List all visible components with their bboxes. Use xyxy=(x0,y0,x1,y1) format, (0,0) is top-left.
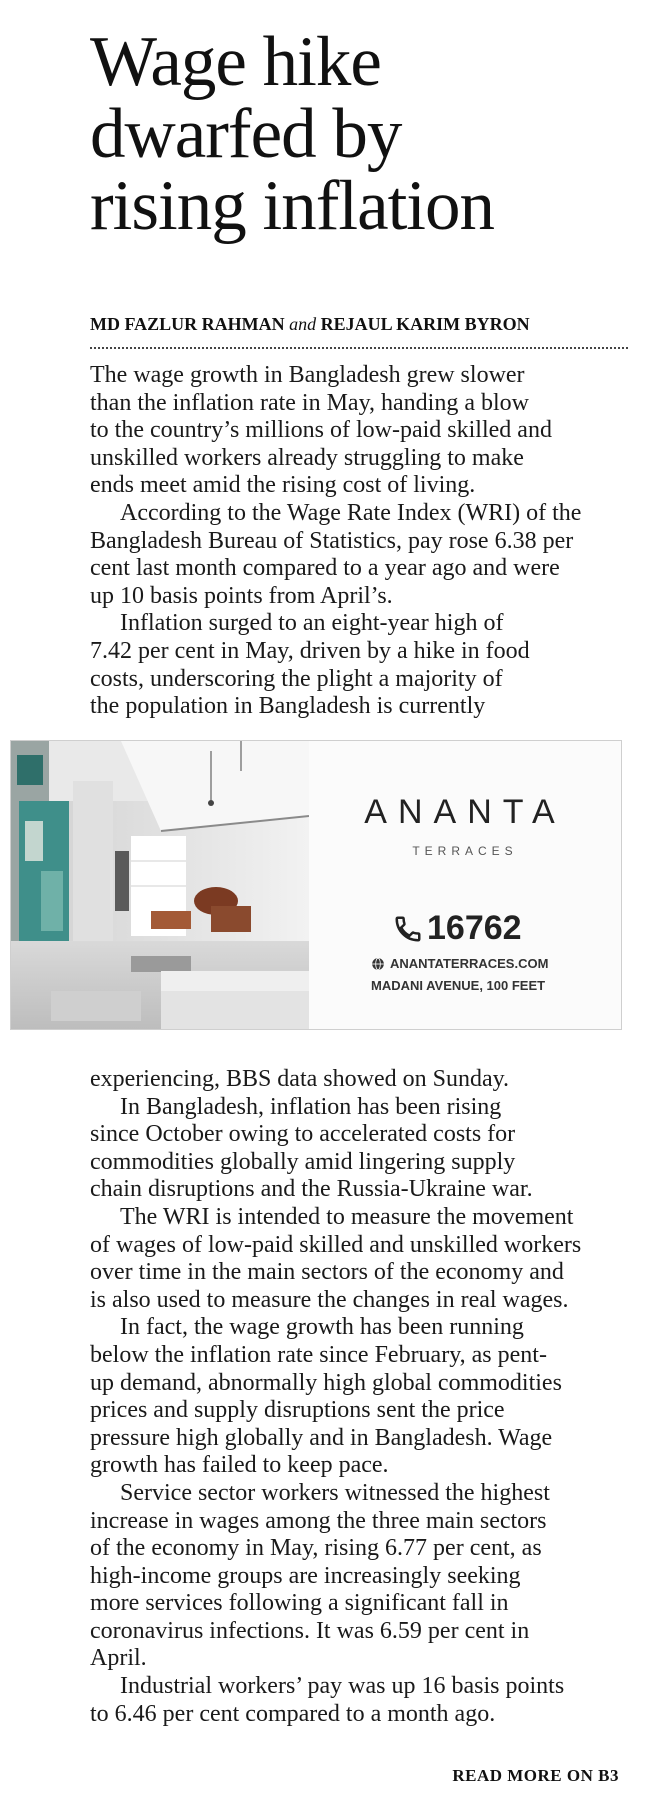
byline-conjunction: and xyxy=(289,314,317,334)
body-line: The wage growth in Bangladesh grew slower xyxy=(90,362,525,388)
body-line: April. xyxy=(90,1645,147,1672)
read-more-link[interactable]: READ MORE ON B3 xyxy=(452,1766,619,1785)
body-line: costs, underscoring the plight a majority of xyxy=(90,665,503,692)
address: MADANI AVENUE, 100 FEET xyxy=(371,978,546,993)
article-body-top xyxy=(90,362,630,721)
body-line: the population in Bangladesh is currently xyxy=(90,693,486,720)
body-line: high-income groups are increasingly seeking xyxy=(90,1562,521,1589)
body-line: In fact, the wage growth has been running xyxy=(120,1314,524,1341)
byline xyxy=(90,314,630,335)
globe-icon xyxy=(371,957,385,971)
body-line: below the inflation rate since February, as pent- xyxy=(90,1341,547,1368)
body-line: increase in wages among the three main sectors xyxy=(90,1507,547,1534)
body-line: ends meet amid the rising cost of living. xyxy=(90,472,476,499)
body-line: than the inflation rate in May, handing a blow xyxy=(90,389,529,416)
phone-icon xyxy=(393,914,423,944)
body-line: According to the Wage Rate Index (WRI) of the xyxy=(120,499,582,526)
website-text: ANANTATERRACES.COM xyxy=(390,956,549,971)
headline-line: dwarfed by xyxy=(90,95,402,173)
author-name: MD FAZLUR RAHMAN xyxy=(90,314,285,334)
ad-info xyxy=(309,741,621,1029)
body-line: Bangladesh Bureau of Statistics, pay rose 6.38 per xyxy=(90,527,574,554)
body-line: commodities globally amid lingering supply xyxy=(90,1148,516,1175)
article-body-bottom xyxy=(90,1066,630,1728)
body-line: since October owing to accelerated costs for xyxy=(90,1121,516,1148)
website[interactable] xyxy=(371,956,548,971)
body-line: more services following a significant fall in xyxy=(90,1590,509,1617)
author-name: REJAUL KARIM BYRON xyxy=(320,314,530,334)
body-line: prices and supply disruptions sent the price xyxy=(90,1397,505,1424)
phone-number[interactable] xyxy=(393,909,522,948)
body-line: to the country’s millions of low-paid skilled and xyxy=(90,417,552,444)
body-line: Inflation surged to an eight-year high of xyxy=(120,610,504,637)
body-line: coronavirus infections. It was 6.59 per cent in xyxy=(90,1617,530,1644)
body-line: Service sector workers witnessed the highest xyxy=(120,1479,550,1506)
body-line: growth has failed to keep pace. xyxy=(90,1452,389,1479)
body-line: of wages of low-paid skilled and unskilled workers xyxy=(90,1231,582,1258)
headline-line: rising inflation xyxy=(90,167,495,245)
body-line: of the economy in May, rising 6.77 per cent, as xyxy=(90,1535,542,1562)
advertisement[interactable] xyxy=(10,740,622,1030)
body-line: up 10 basis points from April’s. xyxy=(90,582,393,609)
headline-line: Wage hike xyxy=(90,23,381,101)
brand-name: ANANTA xyxy=(364,793,566,831)
interior-photo xyxy=(11,741,309,1029)
brand-subtitle: TERRACES xyxy=(412,844,518,858)
body-line: pressure high globally and in Bangladesh. Wage xyxy=(90,1424,553,1451)
body-line: is also used to measure the changes in real wages. xyxy=(90,1286,569,1313)
body-line: to 6.46 per cent compared to a month ago. xyxy=(90,1700,496,1727)
body-line: 7.42 per cent in May, driven by a hike in food xyxy=(90,637,530,664)
body-line: experiencing, BBS data showed on Sunday. xyxy=(90,1066,510,1092)
byline-divider xyxy=(90,347,628,349)
headline xyxy=(90,23,649,245)
body-line: The WRI is intended to measure the movement xyxy=(120,1203,574,1230)
body-line: chain disruptions and the Russia-Ukraine war. xyxy=(90,1176,533,1203)
body-line: unskilled workers already struggling to make xyxy=(90,444,524,471)
body-line: In Bangladesh, inflation has been rising xyxy=(120,1093,502,1120)
body-line: up demand, abnormally high global commodities xyxy=(90,1369,562,1396)
body-line: cent last month compared to a year ago and were xyxy=(90,555,560,582)
body-line: over time in the main sectors of the economy and xyxy=(90,1259,564,1286)
body-line: Industrial workers’ pay was up 16 basis points xyxy=(120,1673,565,1700)
phone-text: 16762 xyxy=(427,909,522,947)
